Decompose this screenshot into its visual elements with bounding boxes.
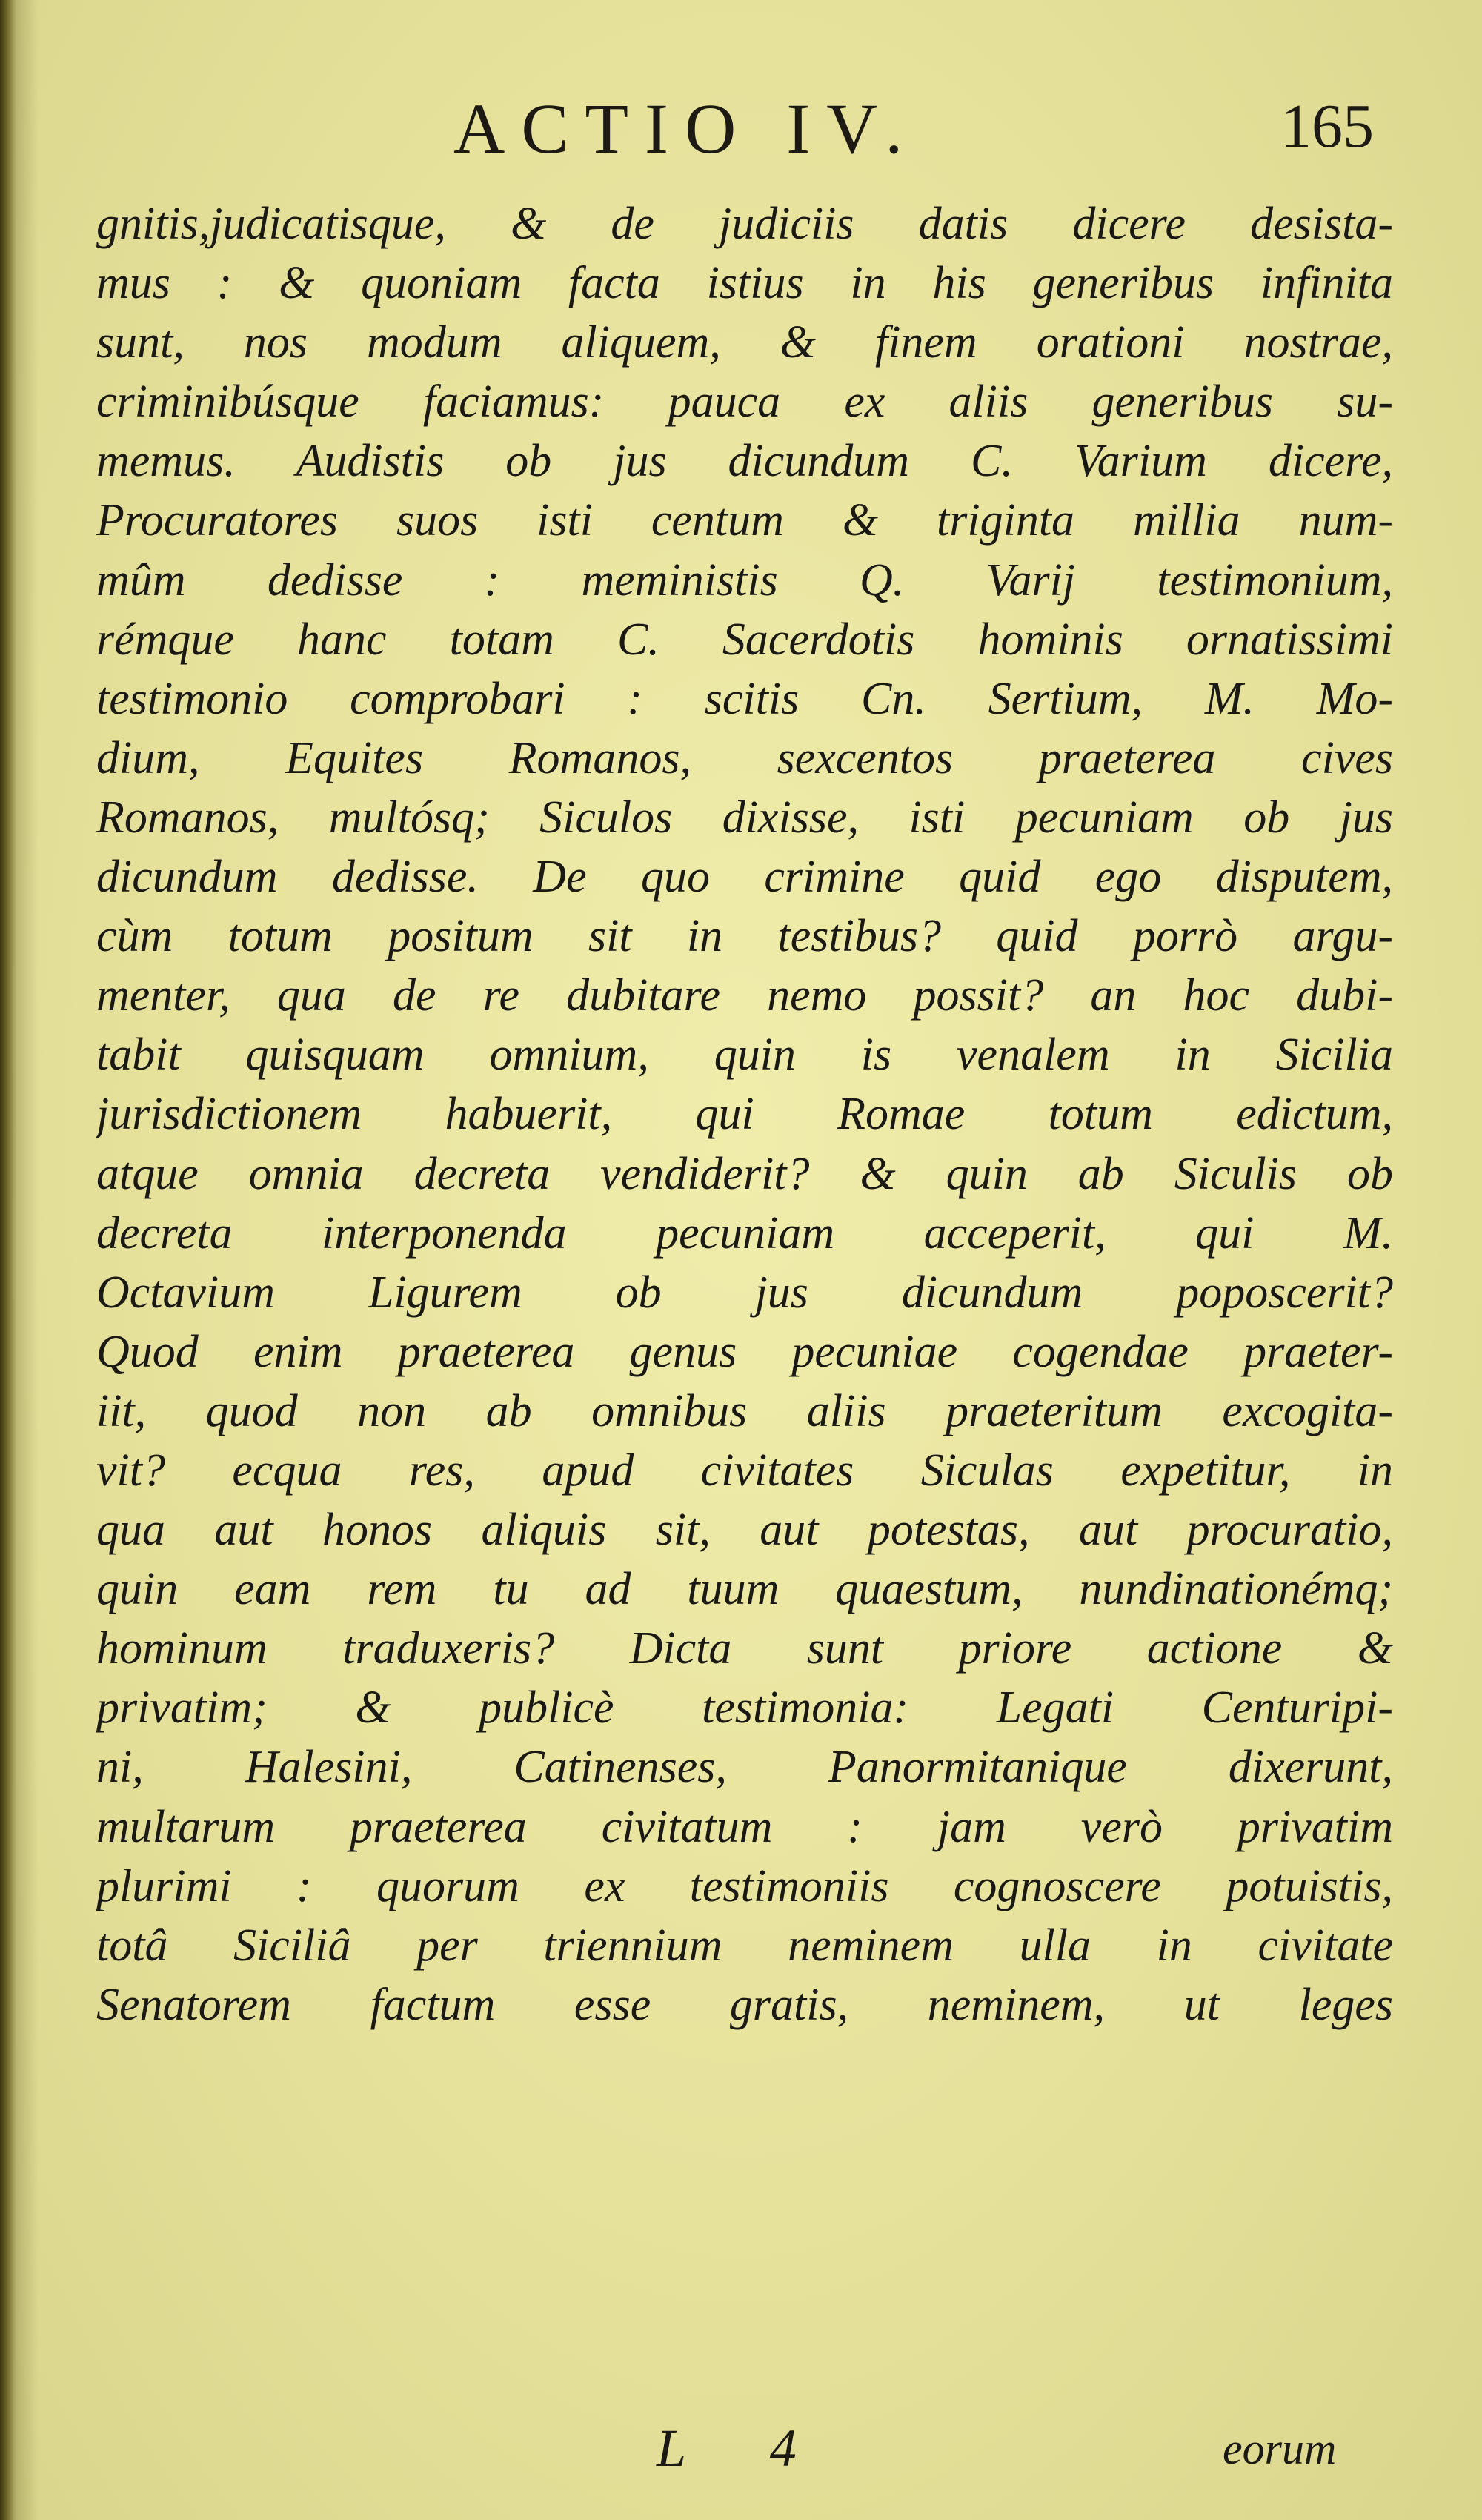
text-line: dicundum dedisse. De quo crimine quid ego disputem, <box>96 852 1393 903</box>
text-line: qua aut honos aliquis sit, aut potestas, aut procuratio, <box>96 1505 1393 1556</box>
page-footer <box>0 2418 1482 2484</box>
binding-edge <box>0 0 16 2520</box>
text-line: totâ Siciliâ per triennium neminem ulla in civitate <box>96 1920 1393 1971</box>
text-line: sunt, nos modum aliquem, & finem orationi nostrae, <box>96 317 1393 368</box>
text-line: gnitis,judicatisque, & de judiciis datis dicere desista- <box>96 199 1393 249</box>
text-line: mûm dedisse : meministis Q. Varij testimonium, <box>96 554 1393 606</box>
text-line: Octavium Ligurem ob jus dicundum poposcerit? <box>96 1267 1393 1318</box>
text-line: Quod enim praeterea genus pecuniae cogendae praeter- <box>96 1326 1393 1377</box>
text-line: ni, Halesini, Catinenses, Panormitanique dixerunt, <box>96 1742 1393 1793</box>
binding-shadow <box>16 0 39 2520</box>
text-line: atque omnia decreta vendiderit? & quin ab Siculis ob <box>96 1148 1393 1199</box>
text-line: Romanos, multósq; Siculos dixisse, isti pecuniam ob jus <box>96 792 1393 843</box>
text-line: cùm totum positum sit in testibus? quid porrò argu- <box>96 911 1393 962</box>
text-line: quin eam rem tu ad tuum quaestum, nundinationémq; <box>96 1564 1393 1615</box>
text-line: vit? ecqua res, apud civitates Siculas expetitur, in <box>96 1445 1393 1496</box>
text-line: mus : & quoniam facta istius in his generibus infinita <box>96 258 1393 309</box>
text-line: dium, Equites Romanos, sexcentos praeterea cives <box>96 732 1393 783</box>
signature-mark: L 4 <box>657 2418 832 2478</box>
text-line: Senatorem factum esse gratis, neminem, ut leges <box>96 1979 1393 2030</box>
text-line: memus. Audistis ob jus dicundum C. Varium dicere, <box>96 436 1393 487</box>
body-text <box>96 194 1393 2035</box>
text-line: hominum traduxeris? Dicta sunt priore actione & <box>96 1623 1393 1674</box>
catchword: eorum <box>1223 2424 1337 2473</box>
page-number: 165 <box>1280 92 1374 161</box>
text-line: tabit quisquam omnium, quin is venalem in Sicilia <box>96 1029 1393 1081</box>
text-line: testimonio comprobari : scitis Cn. Sertium, M. Mo- <box>96 673 1393 724</box>
text-line: privatim; & publicè testimonia: Legati Centuripi- <box>96 1682 1393 1734</box>
page-header <box>0 87 1482 169</box>
text-line: rémque hanc totam C. Sacerdotis hominis ornatissimi <box>96 614 1393 665</box>
text-line: jurisdictionem habuerit, qui Romae totum edictum, <box>96 1089 1393 1140</box>
text-line: Procuratores suos isti centum & triginta millia num- <box>96 495 1393 546</box>
text-line: menter, qua de re dubitare nemo possit? an hoc dubi- <box>96 970 1393 1021</box>
text-line: multarum praeterea civitatum : jam verò privatim <box>96 1801 1393 1852</box>
text-line: plurimi : quorum ex testimoniis cognoscere potuistis, <box>96 1860 1393 1911</box>
text-line: criminibúsque faciamus: pauca ex aliis generibus su- <box>96 377 1393 428</box>
text-line: decreta interponenda pecuniam acceperit, qui M. <box>96 1207 1393 1259</box>
running-head: ACTIO IV. <box>453 89 920 168</box>
text-line: iit, quod non ab omnibus aliis praeteritum excogita- <box>96 1385 1393 1436</box>
